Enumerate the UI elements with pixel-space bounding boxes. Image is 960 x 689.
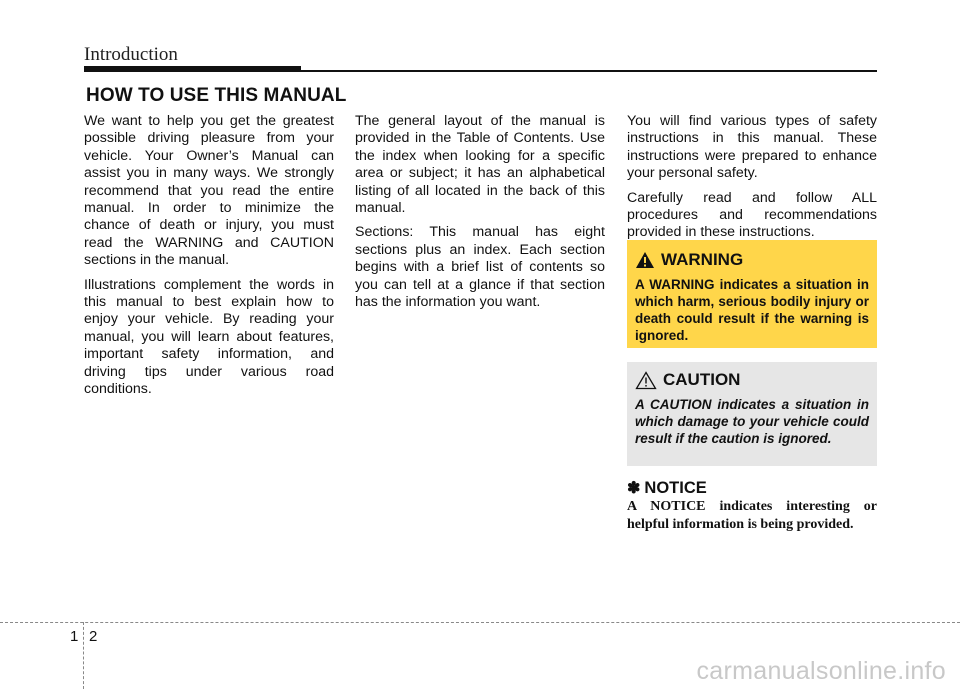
notice-title: NOTICE	[644, 478, 707, 497]
notice-text: A NOTICE indicates interesting or helpful information is being provided.	[627, 499, 877, 532]
column-1-paragraph: We want to help you get the greatest possible driving pleasure from your vehicle. Your Owner’s Manual can assist you in many ways. We strongly recommend that you read the entire manual. In order to minimize the chance of death or injury, you must read the WARNING and CAUTION sections in the manual.	[84, 113, 334, 269]
warning-box	[627, 240, 877, 348]
column-3-paragraph: Carefully read and follow ALL procedures and recommendations provided in these instructions.	[627, 189, 877, 241]
caution-title: CAUTION	[663, 370, 741, 389]
watermark: carmanualsonline.info	[696, 657, 946, 685]
header-rule-thick	[84, 66, 301, 72]
column-1	[84, 113, 334, 406]
warning-text: A WARNING indicates a situation in which harm, serious bodily injury or death could result if the warning is ignored.	[635, 277, 869, 343]
column-3-paragraph: You will find various types of safety instructions in this manual. These instructions were prepared to enhance your personal safety.	[627, 113, 877, 182]
section-title: HOW TO USE THIS MANUAL	[86, 85, 347, 106]
footer-vertical-divider	[83, 622, 84, 689]
caution-triangle-icon	[635, 371, 657, 390]
warning-triangle-icon	[635, 251, 655, 269]
caution-box	[627, 362, 877, 466]
notice-star-icon: ✽	[627, 480, 641, 497]
column-2-paragraph: The general layout of the manual is provided in the Table of Contents. Use the index when looking for a specific area or subject; it has an alphabetical listing of all located in the back of this manual.	[355, 113, 605, 217]
footer-divider	[0, 622, 960, 623]
page-number: 2	[89, 628, 98, 645]
caution-header	[635, 370, 869, 390]
column-2-paragraph: Sections: This manual has eight sections plus an index. Each section begins with a brief list of contents so you can tell at a glance if that section has the information you want.	[355, 224, 605, 311]
column-2	[355, 113, 605, 318]
column-3	[627, 113, 877, 249]
caution-text: A CAUTION indicates a situation in which damage to your vehicle could result if the caution is ignored.	[635, 397, 869, 446]
column-1-paragraph: Illustrations complement the words in this manual to best explain how to enjoy your vehicle. By reading your manual, you will learn about features, important safety information, and driving tips under various road conditions.	[84, 276, 334, 398]
page-header-title: Introduction	[84, 44, 178, 65]
warning-header	[635, 250, 869, 270]
warning-title: WARNING	[661, 250, 744, 269]
notice-header	[627, 478, 707, 498]
chapter-number: 1	[70, 628, 79, 645]
header-rule-thin	[301, 70, 877, 72]
